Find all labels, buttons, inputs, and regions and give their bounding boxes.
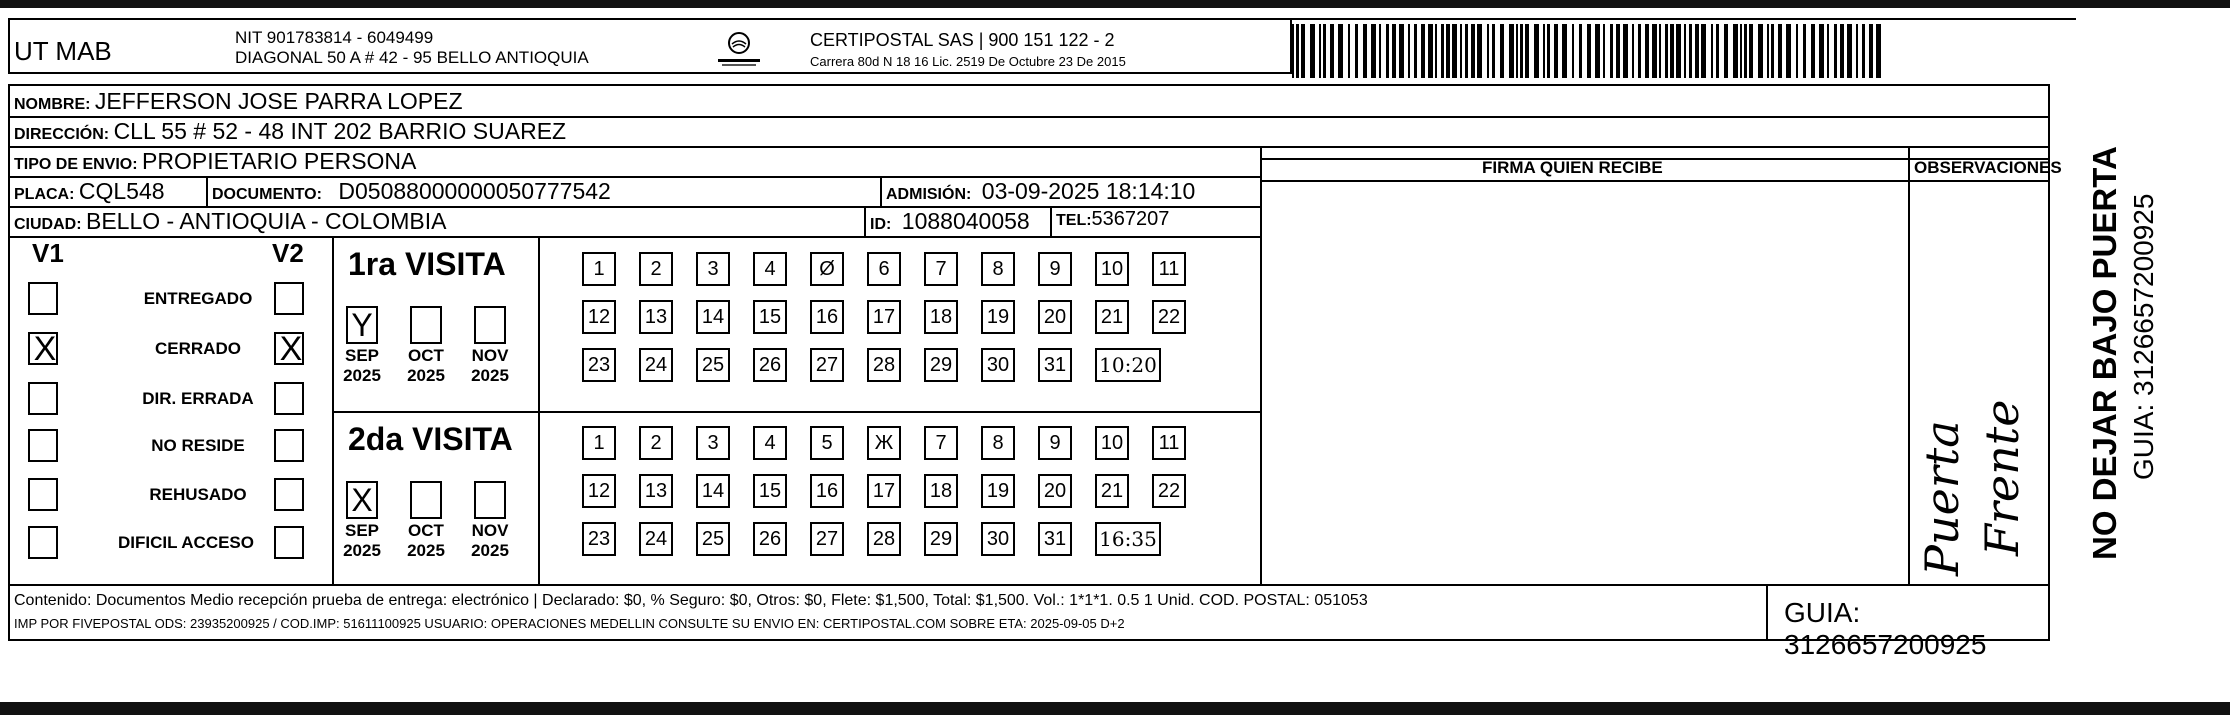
barcode-bar [1477, 24, 1482, 78]
barcode-bar [1840, 24, 1844, 78]
day-box[interactable]: 20 [1038, 474, 1072, 508]
status-label: CERRADO [155, 339, 241, 358]
nit-line: NIT 901783814 - 6049499 [235, 28, 434, 47]
admision-field [886, 178, 1195, 205]
barcode-bar [1811, 24, 1815, 78]
id-label: ID: [870, 216, 892, 233]
day-box[interactable]: 1 [582, 252, 616, 286]
barcode-bar [1778, 24, 1782, 78]
placa-label: PLACA: [14, 186, 75, 203]
id-value: 1088040058 [901, 208, 1030, 234]
day-box[interactable]: 27 [810, 348, 844, 382]
barcode-bar [1767, 24, 1769, 78]
barcode-bar [1689, 24, 1692, 78]
direccion-value: CLL 55 # 52 - 48 INT 202 BARRIO SUAREZ [113, 118, 567, 144]
barcode-bar [1452, 24, 1457, 78]
day-box[interactable]: 17 [867, 474, 901, 508]
day-box[interactable]: 12 [582, 474, 616, 508]
barcode [1292, 24, 1882, 78]
tipo-field [14, 148, 416, 175]
v1-mark: X [33, 330, 57, 368]
barcode-bar [1292, 24, 1294, 78]
barcode-bar [1862, 24, 1865, 78]
day-box[interactable]: 2 [639, 252, 673, 286]
v2-checkbox[interactable] [274, 526, 304, 559]
tipo-value: PROPIETARIO PERSONA [142, 148, 417, 174]
address-line: DIAGONAL 50 A # 42 - 95 BELLO ANTIOQUIA [235, 48, 589, 67]
placa-field [14, 178, 165, 205]
day-box[interactable]: 24 [639, 348, 673, 382]
month-mark: X [351, 482, 373, 518]
day-box[interactable]: 2 [639, 426, 673, 460]
day-box[interactable]: 26 [753, 348, 787, 382]
month-checkbox[interactable] [346, 306, 378, 344]
barcode-bar [1554, 24, 1558, 78]
side-warning: NO DEJAR BAJO PUERTA [2086, 146, 2123, 560]
status-label: NO RESIDE [151, 436, 245, 455]
day-box[interactable]: 27 [810, 522, 844, 556]
barcode-bar [1509, 24, 1514, 78]
day-box[interactable]: 16 [810, 474, 844, 508]
barcode-bar [1856, 24, 1858, 78]
barcode-bar [1525, 24, 1529, 78]
v1-checkbox[interactable] [28, 526, 58, 559]
day-box[interactable]: 11 [1152, 252, 1186, 286]
day-box[interactable]: 10 [1095, 426, 1129, 460]
barcode-bar [1441, 24, 1444, 78]
barcode-bar [1408, 24, 1410, 78]
ciudad-field [14, 208, 446, 235]
day-box[interactable]: 16 [810, 300, 844, 334]
barcode-bar [1363, 24, 1367, 78]
month-year: 2025 [471, 366, 509, 385]
barcode-bar [1520, 24, 1523, 78]
day-box[interactable]: 23 [582, 348, 616, 382]
barcode-bar [1355, 24, 1358, 78]
day-box[interactable]: 29 [924, 522, 958, 556]
v2-mark: X [279, 330, 303, 368]
day-box[interactable]: 23 [582, 522, 616, 556]
barcode-bar [1695, 24, 1699, 78]
month-name: SEP [344, 521, 380, 540]
tel-value: 5367207 [1091, 208, 1170, 230]
barcode-bar [1543, 24, 1545, 78]
barcode-bar [1428, 24, 1433, 78]
barcode-bar [1632, 24, 1634, 78]
barcode-bar [1379, 24, 1381, 78]
month-name: SEP [344, 346, 380, 365]
barcode-bar [1740, 24, 1742, 78]
visita1-title: 1ra VISITA [348, 246, 506, 282]
barcode-bar [1310, 24, 1315, 78]
day-box[interactable]: 13 [639, 300, 673, 334]
barcode-bar [1534, 24, 1539, 78]
barcode-bar [1492, 24, 1495, 78]
barcode-bar [1386, 24, 1389, 78]
v2-label: V2 [272, 238, 304, 268]
day-box[interactable]: 19 [981, 300, 1015, 334]
day-box[interactable]: 15 [753, 300, 787, 334]
footer-contenido: Contenido: Documentos Medio recepción prueba de entrega: electrónico | Declarado: $0, % Seguro: $0, Otros: $0, Flete: $1,500, Total: $1,500. Vol.: 1*1*1. 0.5 1 Unid. COD. POSTAL: 051053 [14, 592, 1368, 609]
v1-checkbox[interactable] [28, 429, 58, 462]
month-checkbox[interactable] [474, 306, 506, 344]
v1-checkbox[interactable] [28, 330, 58, 368]
day-box[interactable]: 9 [1038, 426, 1072, 460]
day-box[interactable]: 13 [639, 474, 673, 508]
month-year: 2025 [407, 541, 445, 560]
barcode-bar [1471, 24, 1475, 78]
admision-value: 03-09-2025 18:14:10 [981, 178, 1196, 204]
barcode-bar [1744, 24, 1747, 78]
month-year: 2025 [471, 541, 509, 560]
barcode-bar [1684, 24, 1686, 78]
barcode-bar [1460, 24, 1462, 78]
barcode-bar [1665, 24, 1668, 78]
documento-label: DOCUMENTO: [212, 186, 322, 203]
barcode-bar [1771, 24, 1774, 78]
ciudad-value: BELLO - ANTIOQUIA - COLOMBIA [86, 208, 447, 234]
barcode-bar [1676, 24, 1681, 78]
day-box[interactable]: 19 [981, 474, 1015, 508]
tel-label: TEL: [1056, 212, 1092, 229]
barcode-bar [1547, 24, 1550, 78]
documento-field [212, 178, 611, 205]
barcode-bar [1562, 24, 1567, 78]
day-box[interactable]: 24 [639, 522, 673, 556]
v1-checkbox[interactable] [28, 282, 58, 315]
day-box[interactable]: 28 [867, 522, 901, 556]
barcode-bar [1803, 24, 1806, 78]
day-box[interactable]: 3 [696, 426, 730, 460]
top-border [0, 0, 2230, 8]
day-box[interactable]: 17 [867, 300, 901, 334]
barcode-bar [1796, 24, 1798, 78]
barcode-bar [1603, 24, 1605, 78]
day-box[interactable]: 7 [924, 252, 958, 286]
ciudad-label: CIUDAD: [14, 216, 82, 233]
day-box[interactable]: 6 [867, 252, 901, 286]
barcode-bar [1371, 24, 1376, 78]
day-box[interactable]: 7 [924, 426, 958, 460]
barcode-bar [1659, 24, 1661, 78]
month-name: NOV [471, 521, 509, 540]
barcode-bar [1399, 24, 1404, 78]
barcode-bar [1616, 24, 1620, 78]
barcode-bar [1652, 24, 1657, 78]
barcode-bar [1319, 24, 1321, 78]
month-checkbox[interactable] [410, 306, 442, 344]
barcode-bar [1724, 24, 1728, 78]
day-box[interactable]: 10:20 [1095, 348, 1161, 382]
day-box[interactable]: 14 [696, 300, 730, 334]
barcode-bar [1579, 24, 1582, 78]
barcode-bar [1465, 24, 1468, 78]
company-info [235, 28, 589, 68]
day-box[interactable]: 14 [696, 474, 730, 508]
day-box[interactable]: 8 [981, 252, 1015, 286]
direccion-field [14, 118, 566, 145]
day-box[interactable]: 22 [1152, 300, 1186, 334]
v1-label: V1 [32, 238, 64, 268]
month-checkbox[interactable] [346, 481, 378, 519]
day-box[interactable]: 9 [1038, 252, 1072, 286]
day-box[interactable]: 25 [696, 348, 730, 382]
barcode-bar [1847, 24, 1852, 78]
barcode-bar [1595, 24, 1600, 78]
documento-value: D05088000000050777542 [338, 178, 611, 204]
day-box[interactable]: 1 [582, 426, 616, 460]
barcode-bar [1435, 24, 1437, 78]
day-box[interactable]: 11 [1152, 426, 1186, 460]
barcode-bar [1701, 24, 1706, 78]
day-box[interactable]: 31 [1038, 348, 1072, 382]
v2-checkbox[interactable] [274, 382, 304, 415]
status-label: ENTREGADO [143, 289, 253, 308]
v2-checkbox[interactable] [274, 429, 304, 462]
tipo-label: TIPO DE ENVIO: [14, 156, 138, 173]
barcode-bar [1587, 24, 1591, 78]
certipostal-line: CERTIPOSTAL SAS | 900 151 122 - 2 [810, 30, 1115, 50]
v2-checkbox[interactable] [274, 478, 304, 511]
month-name: OCT [408, 346, 444, 365]
day-box[interactable]: 25 [696, 522, 730, 556]
barcode-bar [1296, 24, 1299, 78]
month-checkbox[interactable] [410, 481, 442, 519]
day-box[interactable]: 18 [924, 474, 958, 508]
barcode-bar [1876, 24, 1881, 78]
barcode-bar [1610, 24, 1613, 78]
observacion-handwritten-1: Puerta [1915, 420, 1969, 576]
barcode-bar [1500, 24, 1504, 78]
barcode-bar [1516, 24, 1518, 78]
barcode-bar [1414, 24, 1417, 78]
observacion-handwritten-2: Frente [1975, 399, 2029, 556]
day-box[interactable]: 12 [582, 300, 616, 334]
day-box[interactable]: 21 [1095, 474, 1129, 508]
barcode-bar [1786, 24, 1791, 78]
month-year: 2025 [343, 541, 381, 560]
nombre-label: NOMBRE: [14, 96, 91, 113]
barcode-bar [1338, 24, 1343, 78]
barcode-bar [1834, 24, 1837, 78]
v2-checkbox[interactable] [274, 330, 304, 368]
month-year: 2025 [407, 366, 445, 385]
barcode-bar [1869, 24, 1873, 78]
day-box[interactable]: 31 [1038, 522, 1072, 556]
barcode-bar [1670, 24, 1674, 78]
barcode-bar [1711, 24, 1713, 78]
observaciones-column-header: OBSERVACIONES [1914, 158, 2062, 177]
barcode-bar [1623, 24, 1628, 78]
barcode-bar [1330, 24, 1334, 78]
guia-number: GUIA: 3126657200925 [1766, 584, 2052, 641]
month-mark: Y [351, 307, 373, 343]
day-box[interactable]: 5 [810, 426, 844, 460]
admision-label: ADMISIÓN: [886, 186, 972, 203]
day-box[interactable]: 30 [981, 522, 1015, 556]
day-box[interactable]: 26 [753, 522, 787, 556]
tel-field [1056, 208, 1169, 231]
direccion-label: DIRECCIÓN: [14, 126, 110, 143]
barcode-bar [1348, 24, 1350, 78]
status-label: DIR. ERRADA [142, 389, 254, 408]
day-box[interactable]: 18 [924, 300, 958, 334]
day-box[interactable]: 16:35 [1095, 522, 1161, 556]
barcode-bar [1421, 24, 1425, 78]
v1-checkbox[interactable] [28, 382, 58, 415]
day-box[interactable]: 10 [1095, 252, 1129, 286]
nombre-field [14, 88, 463, 115]
firma-column-header: FIRMA QUIEN RECIBE [1482, 158, 1663, 177]
status-label: REHUSADO [149, 485, 247, 504]
certipostal-logo-icon [704, 30, 774, 70]
barcode-bar [1392, 24, 1396, 78]
day-box[interactable]: 30 [981, 348, 1015, 382]
barcode-bar [1758, 24, 1763, 78]
barcode-bar [1572, 24, 1574, 78]
day-box[interactable]: 3 [696, 252, 730, 286]
status-label: DIFICIL ACCESO [117, 533, 254, 552]
side-guia: GUIA: 3126657200925 [2128, 193, 2159, 480]
month-name: NOV [471, 346, 509, 365]
day-box[interactable]: Ж [867, 426, 901, 460]
company-name: UT MAB [14, 36, 112, 66]
day-box[interactable]: 4 [753, 426, 787, 460]
barcode-bar [1645, 24, 1649, 78]
month-year: 2025 [343, 366, 381, 385]
license-line: Carrera 80d N 18 16 Lic. 2519 De Octubre 23 De 2015 [810, 54, 1126, 69]
visita2-title: 2da VISITA [348, 421, 513, 457]
placa-value: CQL548 [78, 178, 165, 204]
barcode-bar [1323, 24, 1326, 78]
day-box[interactable]: 29 [924, 348, 958, 382]
barcode-bar [1827, 24, 1829, 78]
barcode-bar [1301, 24, 1305, 78]
form-body [8, 84, 2062, 641]
barcode-bar [1749, 24, 1753, 78]
barcode-bar [1638, 24, 1641, 78]
footer-impresion: IMP POR FIVEPOSTAL ODS: 23935200925 / COD.IMP: 51611100925 USUARIO: OPERACIONES MEDELLIN CONSULTE SU ENVIO EN: CERTIPOSTAL.COM SOBRE ETA: 2025-09-05 D+2 [14, 616, 1125, 631]
barcode-bar [1716, 24, 1719, 78]
barcode-bar [1487, 24, 1489, 78]
bottom-border [0, 702, 2230, 715]
day-box[interactable]: 21 [1095, 300, 1129, 334]
barcode-bar [1733, 24, 1738, 78]
day-box[interactable]: 22 [1152, 474, 1186, 508]
day-box[interactable]: Ø [810, 252, 844, 286]
month-checkbox[interactable] [474, 481, 506, 519]
barcode-bar [1446, 24, 1450, 78]
nombre-value: JEFFERSON JOSE PARRA LOPEZ [94, 88, 463, 114]
day-box[interactable]: 4 [753, 252, 787, 286]
day-box[interactable]: 8 [981, 426, 1015, 460]
day-box[interactable]: 20 [1038, 300, 1072, 334]
day-box[interactable]: 15 [753, 474, 787, 508]
v1-checkbox[interactable] [28, 478, 58, 511]
v2-checkbox[interactable] [274, 282, 304, 315]
month-name: OCT [408, 521, 444, 540]
id-field [870, 208, 1030, 235]
barcode-bar [1819, 24, 1824, 78]
day-box[interactable]: 28 [867, 348, 901, 382]
